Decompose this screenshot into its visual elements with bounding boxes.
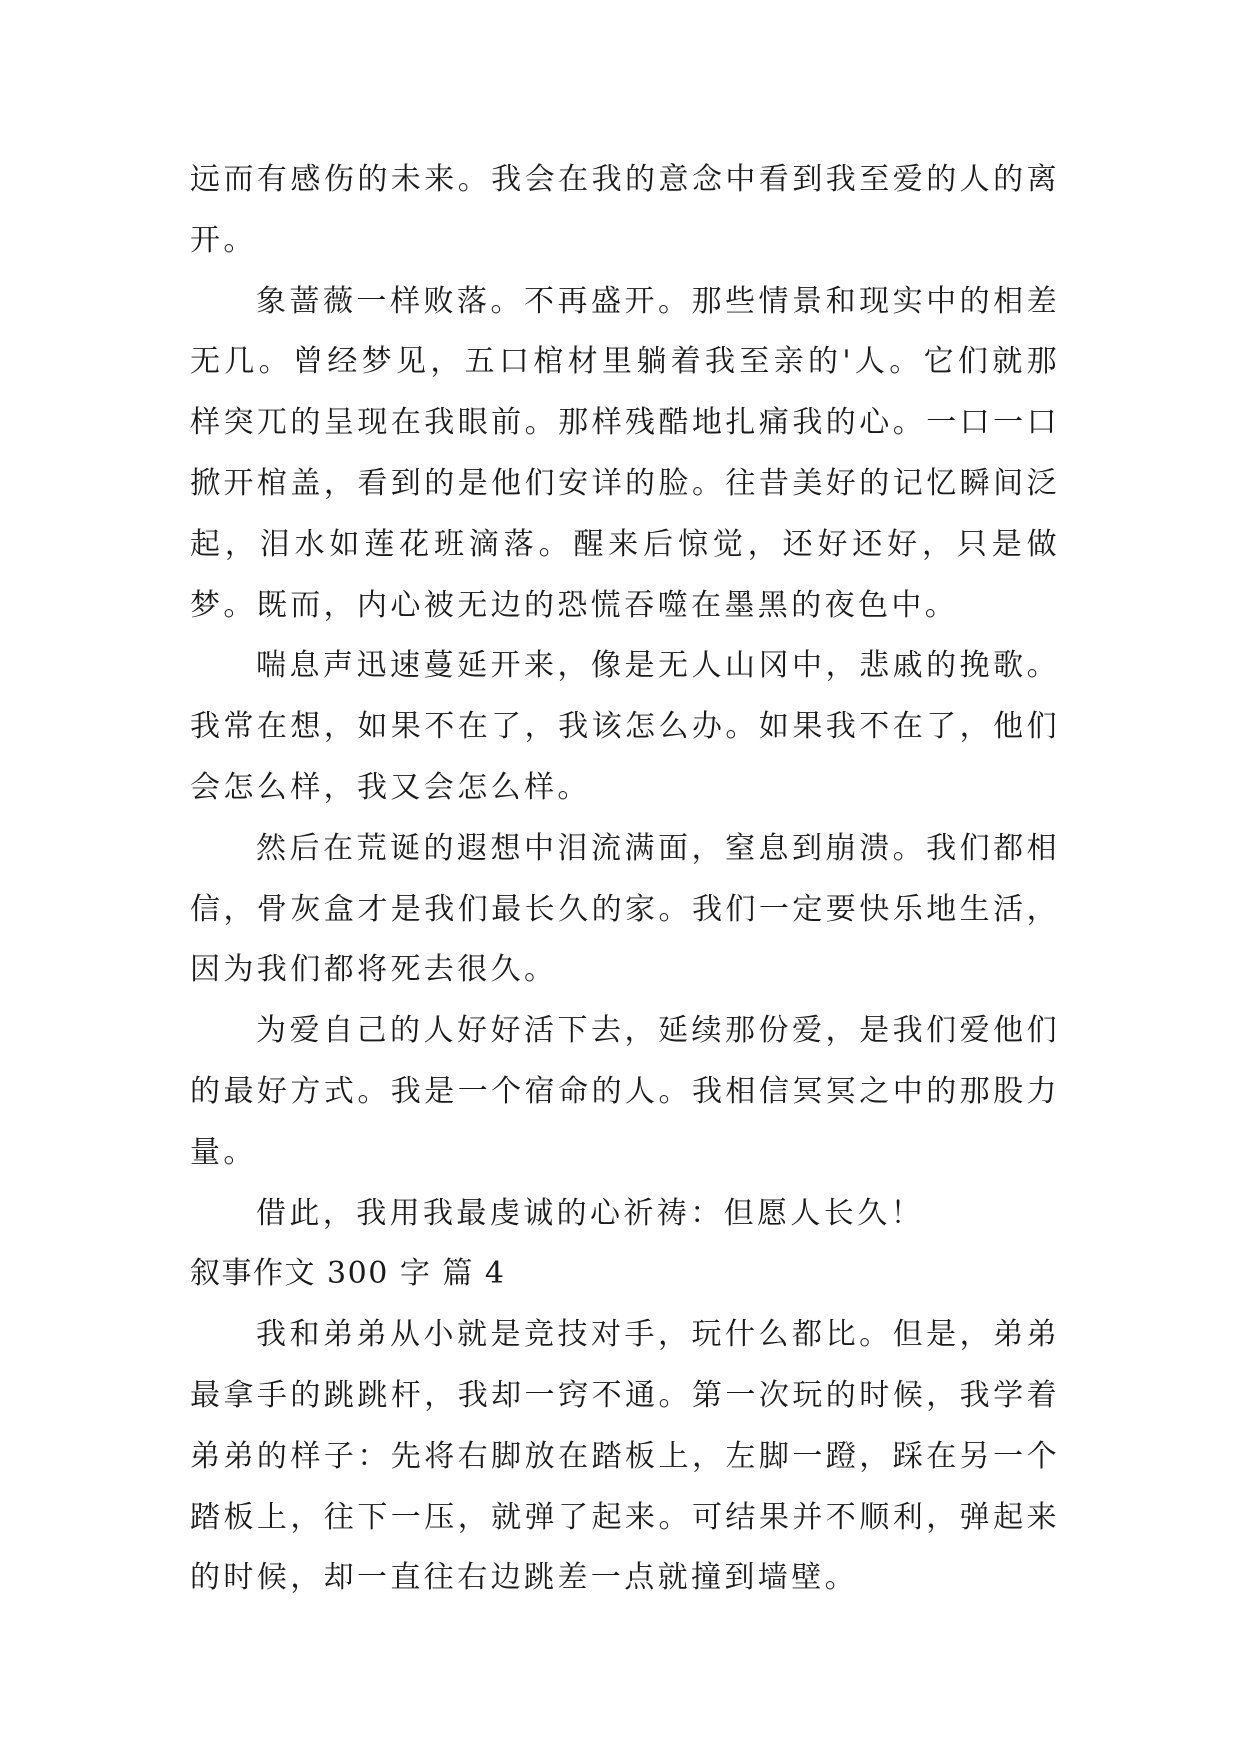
paragraph-5: 为爱自己的人好好活下去，延续那份爱，是我们爱他们的最好方式。我是一个宿命的人。我相信冥冥之中的那股力量。 xyxy=(190,1013,1060,1170)
paragraph-2: 象蔷薇一样败落。不再盛开。那些情景和现实中的相差无几。曾经梦见，五口棺材里躺着我至亲的'人。它们就那样突兀的呈现在我眼前。那样残酷地扎痛我的心。一口一口掀开棺盖，看到的是他们安详的脸。往昔美好的记忆瞬间泛起，泪水如莲花班滴落。醒来后惊觉，还好还好，只是做梦。既而，内心被无边的恐慌吞噬在墨黑的夜色中。 xyxy=(190,283,1060,623)
paragraph-7: 我和弟弟从小就是竞技对手，玩什么都比。但是，弟弟最拿手的跳跳杆，我却一窍不通。第一次玩的时候，我学着弟弟的样子：先将右脚放在踏板上，左脚一蹬，踩在另一个踏板上，往下一压，就弹了起来。可结果并不顺利，弹起来的时候，却一直往右边跳差一点就撞到墙壁。 xyxy=(190,1317,1060,1596)
paragraph-4: 然后在荒诞的遐想中泪流满面，窒息到崩溃。我们都相信，骨灰盒才是我们最长久的家。我们一定要快乐地生活，因为我们都将死去很久。 xyxy=(190,830,1060,988)
document-page xyxy=(190,150,1060,1609)
paragraph-1: 远而有感伤的未来。我会在我的意念中看到我至爱的人的离开。 xyxy=(190,162,1060,258)
paragraph-6: 借此，我用我最虔诚的心祈祷：但愿人长久！ xyxy=(256,1195,924,1231)
section-heading: 叙事作文 300 字 篇 4 xyxy=(190,1256,506,1292)
paragraph-3: 喘息声迅速蔓延开来，像是无人山冈中，悲戚的挽歌。我常在想，如果不在了，我该怎么办。如果我不在了，他们会怎么样，我又会怎么样。 xyxy=(190,648,1060,805)
